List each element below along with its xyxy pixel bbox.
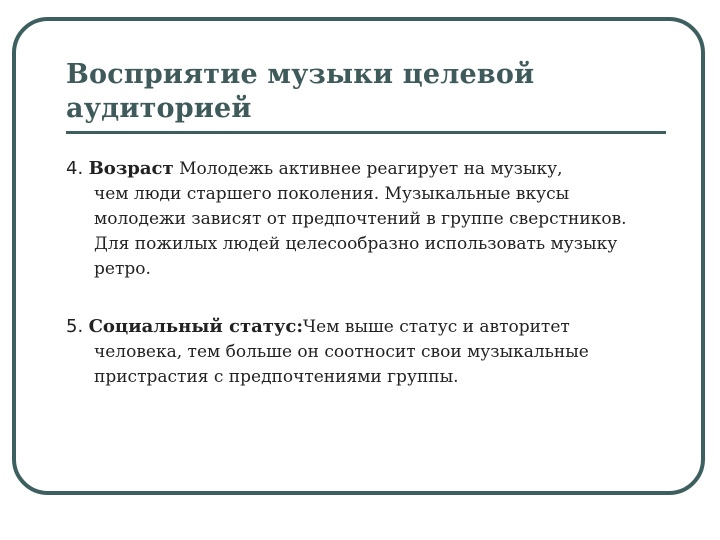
list-item-social-status bbox=[66, 314, 666, 390]
slide-title: Восприятие музыки целевой аудиторией bbox=[66, 59, 535, 124]
list-item-text-start: Молодежь активнее реагирует на музыку, bbox=[173, 159, 563, 179]
list-item-first-line bbox=[66, 314, 666, 340]
list-item-text-start: Чем выше статус и авторитет bbox=[303, 317, 570, 337]
list-item-age bbox=[66, 156, 666, 282]
list-item-number: 4. bbox=[66, 158, 84, 179]
list-item-text: человека, тем больше он соотносит свои музыкальные пристрастия с предпочтениями группы. bbox=[94, 342, 589, 387]
list-item-term: Возраст bbox=[88, 158, 174, 179]
list-item-text: чем люди старшего поколения. Музыкальные вкусы молодежи зависят от предпочтений в группе сверстников. Для пожилых людей целесообразно использовать музыку ретро. bbox=[94, 184, 627, 279]
list-item-term: Социальный статус: bbox=[88, 316, 304, 337]
title-underline bbox=[66, 131, 666, 134]
list-item-number: 5. bbox=[66, 316, 84, 337]
list-item-first-line bbox=[66, 156, 666, 182]
